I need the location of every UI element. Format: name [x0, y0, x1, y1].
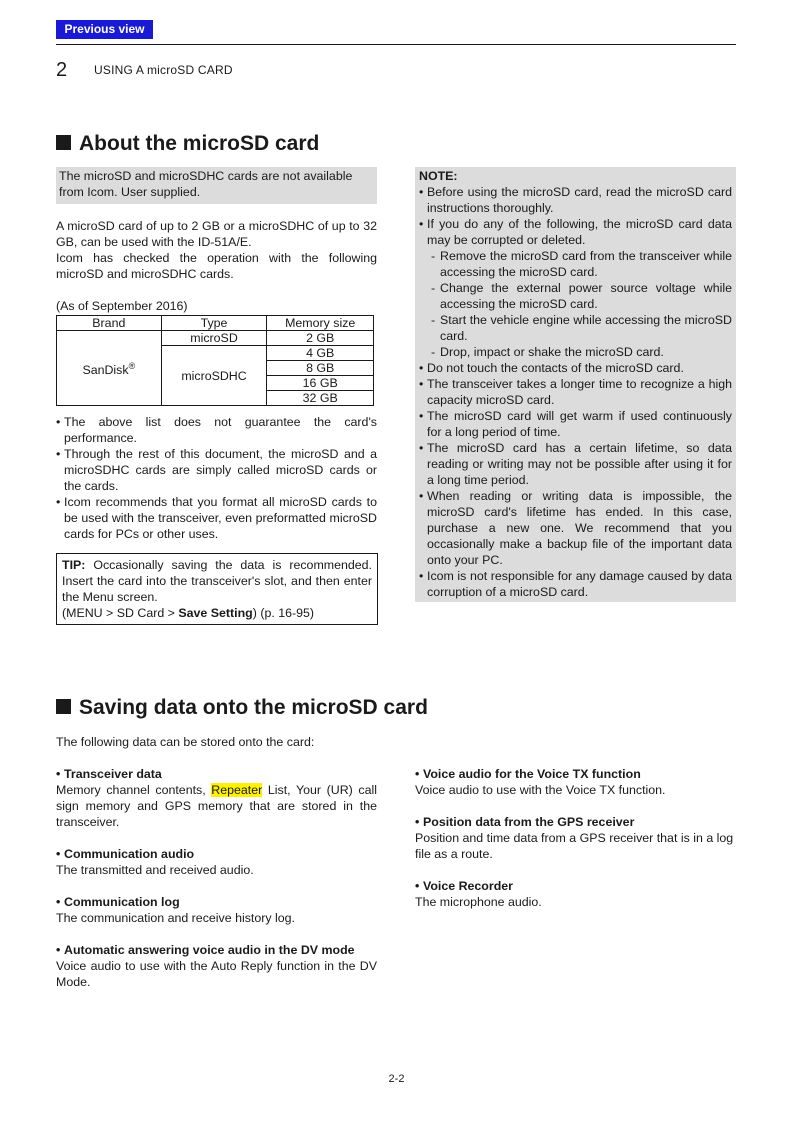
- size-cell: 2 GB: [267, 331, 374, 346]
- tip-path-prefix: (MENU > SD Card >: [62, 606, 179, 620]
- registered-mark: ®: [128, 360, 136, 371]
- section-title-about: [56, 131, 319, 157]
- item-text: Voice audio to use with the Auto Reply function in the DV Mode.: [56, 959, 377, 989]
- section-square-icon: [56, 135, 71, 150]
- item-text: Position and time data from a GPS receiver that is in a log file as a route.: [415, 831, 734, 861]
- dash-item: - Change the external power source voltage while accessing the microSD card.: [419, 280, 732, 312]
- table-header-type: Type: [161, 316, 267, 331]
- about-bullets: [56, 414, 377, 542]
- tip-path-suffix: ) (p. 16-95): [252, 606, 315, 620]
- item-title: • Transceiver data: [56, 766, 377, 782]
- transceiver-post: List, Your (UR) call sign memory and GPS memory that are stored in the transceiver.: [56, 783, 377, 829]
- dash-item: - Drop, impact or shake the microSD card.: [419, 344, 732, 360]
- dash-item: - Start the vehicle engine while accessing the microSD card.: [419, 312, 732, 344]
- repeater-highlight: Repeater: [211, 783, 263, 797]
- list-item: • Icom recommends that you format all microSD cards to be used with the transceiver, even preformatted microSD cards for PCs or other uses.: [56, 494, 377, 542]
- chapter-title: USING A microSD CARD: [94, 63, 233, 77]
- note-box: [415, 167, 736, 602]
- saving-intro: The following data can be stored onto the card:: [56, 735, 315, 749]
- saving-left-column: [56, 766, 377, 990]
- item-text: The transmitted and received audio.: [56, 863, 254, 877]
- list-item: • Do not touch the contacts of the microSD card.: [419, 360, 732, 376]
- item-text: The communication and receive history log.: [56, 911, 295, 925]
- section-title-saving-text: Saving data onto the microSD card: [79, 696, 428, 719]
- item-title: • Voice audio for the Voice TX function: [415, 766, 736, 782]
- size-cell: 4 GB: [267, 346, 374, 361]
- as-of-date: (As of September 2016): [56, 299, 188, 313]
- chapter-number: 2: [56, 59, 68, 81]
- list-item: • The above list does not guarantee the card's performance.: [56, 414, 377, 446]
- item-title: • Communication audio: [56, 846, 377, 862]
- page-number: 2-2: [388, 1073, 405, 1085]
- card-table: [56, 315, 374, 406]
- voice-tx-item: [415, 766, 736, 798]
- voice-recorder-item: [415, 878, 736, 910]
- previous-view-button[interactable]: Previous view: [56, 20, 153, 39]
- item-text: [56, 782, 377, 830]
- table-header-row: [57, 316, 374, 331]
- list-item: • The microSD card will get warm if used continuously for a long period of time.: [419, 408, 732, 440]
- table-row: [57, 331, 374, 346]
- checked-text: Icom has checked the operation with the following microSD and microSDHC cards.: [56, 251, 377, 281]
- transceiver-pre: Memory channel contents,: [56, 783, 212, 797]
- section-title-about-text: About the microSD card: [79, 132, 320, 155]
- list-item: • Before using the microSD card, read the microSD card instructions thoroughly.: [419, 184, 732, 216]
- item-text: Voice audio to use with the Voice TX function.: [415, 783, 666, 797]
- section-square-icon: [56, 699, 71, 714]
- table-header-size: Memory size: [267, 316, 374, 331]
- item-title: • Communication log: [56, 894, 377, 910]
- header-rule: [56, 44, 736, 45]
- saving-right-column: [415, 766, 736, 910]
- size-cell: 8 GB: [267, 361, 374, 376]
- note-label: NOTE:: [419, 169, 458, 183]
- section-title-saving: [56, 695, 428, 721]
- item-title: • Position data from the GPS receiver: [415, 814, 736, 830]
- list-item: • The transceiver takes a longer time to recognize a high capacity microSD card.: [419, 376, 732, 408]
- item-title: • Automatic answering voice audio in the DV mode: [56, 942, 377, 958]
- item-text: The microphone audio.: [415, 895, 542, 909]
- dash-item: - Remove the microSD card from the transceiver while accessing the microSD card.: [419, 248, 732, 280]
- supply-note-box: [56, 167, 377, 204]
- supply-note-text: The microSD and microSDHC cards are not available from Icom. User supplied.: [59, 169, 353, 199]
- list-item: • When reading or writing data is impossible, the microSD card's lifetime has ended. In this case, purchase a new one. We recommend that you occasionally make a backup file of the important data onto your PC.: [419, 488, 732, 568]
- tip-label: TIP:: [62, 558, 86, 572]
- tip-path-bold: Save Setting: [178, 606, 253, 620]
- comm-log-item: [56, 894, 377, 926]
- transceiver-data-item: [56, 766, 377, 830]
- gps-item: [415, 814, 736, 862]
- size-cell: 32 GB: [267, 391, 374, 406]
- size-cell: 16 GB: [267, 376, 374, 391]
- table-header-brand: Brand: [57, 316, 162, 331]
- tip-text: Occasionally saving the data is recommended. Insert the card into the transceiver's slot, and then enter the Menu screen.: [62, 558, 372, 604]
- list-item: • The microSD card has a certain lifetime, so data reading or writing may not be possible after using it for a long time period.: [419, 440, 732, 488]
- item-title: • Voice Recorder: [415, 878, 736, 894]
- list-item: • Icom is not responsible for any damage caused by data corruption of a microSD card.: [419, 568, 732, 600]
- brand-name: SanDisk: [82, 363, 129, 378]
- capacity-paragraph: [56, 218, 377, 282]
- brand-cell: [57, 331, 162, 406]
- list-item: • Through the rest of this document, the microSD and a microSDHC cards are simply called microSD cards or the cards.: [56, 446, 377, 494]
- capacity-text: A microSD card of up to 2 GB or a microSDHC of up to 32 GB, can be used with the ID-51A/E.: [56, 219, 377, 249]
- type-cell: microSD: [161, 331, 267, 346]
- tip-box: [56, 553, 378, 625]
- type-cell: microSDHC: [161, 346, 267, 406]
- auto-answer-item: [56, 942, 377, 990]
- comm-audio-item: [56, 846, 377, 878]
- list-item: • If you do any of the following, the microSD card data may be corrupted or deleted.: [419, 216, 732, 248]
